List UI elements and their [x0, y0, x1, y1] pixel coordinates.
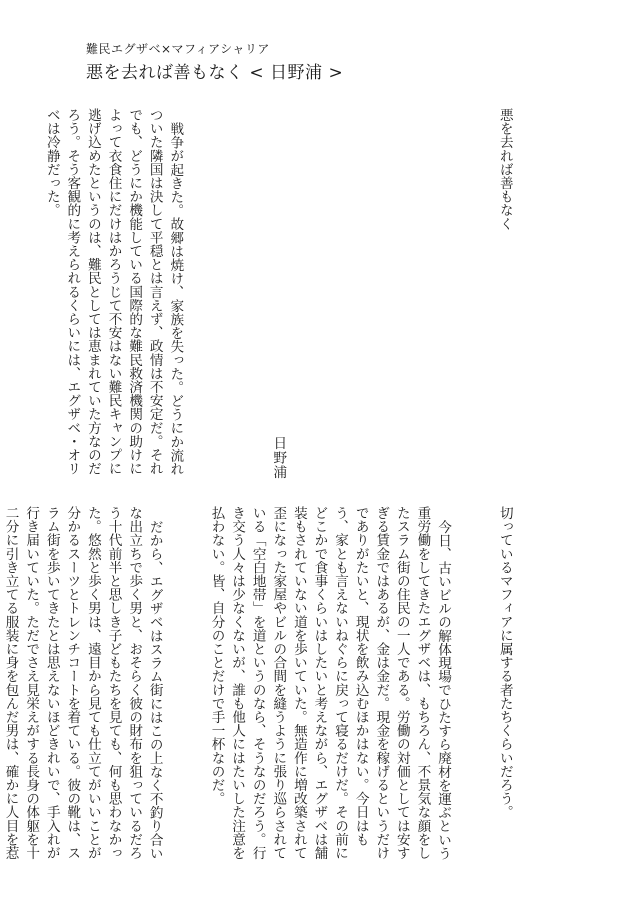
- story-title: 悪を去れば善もなく: [496, 108, 513, 231]
- series-label: 難民エグザベ×マフィアシャリア: [86, 42, 270, 56]
- author-name: 日野浦: [270, 436, 287, 480]
- story-block-top: [43, 108, 556, 480]
- paragraph: 切っているマフィアに属する者たちくらいだろう。: [496, 506, 513, 819]
- paragraph: 今日、古いビルの解体現場でひたすら廃材を運ぶという重労働をしてきたエグザベは、もちろん、不景気な顔をしたスラム街の住民の一人である。労働の対価としては安すぎる賃金ではあるが、金は金だ。現金を稼げるというだけでありがたいと、現状を飲み込むほかはない。今日はもう、家とも言えないねぐらに戻って寝るだけだ。その前にどこかで食事くらいはしたいと考えながら、エグザベは舗装もされていない道を歩いていた。無造作に増改築されて歪になった家屋やビルの合間を縫うように張り巡らされている「空白地帯」を道というのなら、そうなのだろう。行き交う人々は少なくないが、誰も他人にはたいした注意を払わない。皆、自分のことだけで手一杯なのだ。: [208, 506, 452, 860]
- story-block-bottom: [2, 506, 556, 868]
- page-title: 悪を去れば善もなく < 日野浦 >: [86, 63, 344, 83]
- paragraph: 戦争が起きた。故郷は焼け、家族を失った。どうにか流れついた隣国は決して平穏とは言えず、政情は不安定だ。それでも、どうにか機能している国際的な難民救済機関の助けによって衣食住にだけはかろうじて不安はない難民キャンプに逃げ込めたというのは、難民としては恵まれていた方なのだろう。そう客観的に考えられるくらいには、エグザベ・オリベは冷静だった。: [43, 108, 184, 476]
- paragraph: だから、エグザベはスラム街にはこの上なく不釣り合いな出立ちで歩く男と、おそらく彼の財布を狙っているだろう十代前半と思しき子どもたちを見ても、何も思わなかった。悠然と歩く男は、遠目から見ても仕立てがいいことが分かるスーツとトレンチコートを着ている。彼の靴は、スラム街を歩いてきたとは思えないほどきれいで、手入れが行き届いていた。ただでさえ見栄えがする長身の体躯を十二分に引き立てる服装に身を包んだ男は、確かに人目を惹: [2, 506, 163, 860]
